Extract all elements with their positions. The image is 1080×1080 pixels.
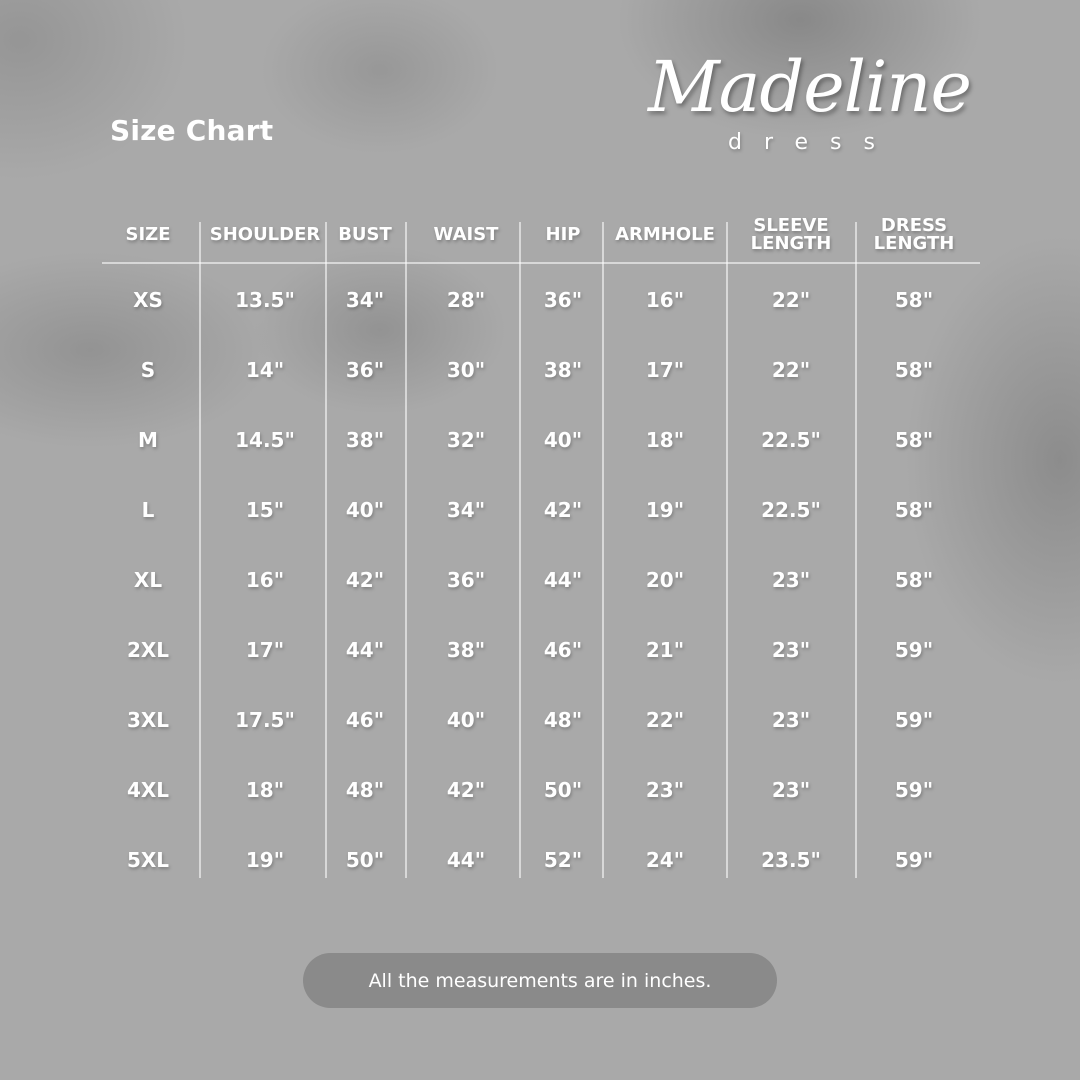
cell-armhole: 16"	[645, 288, 685, 312]
cell-shoulder: 16"	[245, 568, 285, 592]
cell-waist: 34"	[446, 498, 486, 522]
header-divider	[102, 262, 980, 264]
cell-armhole: 19"	[645, 498, 685, 522]
cell-sleeve-length: 22"	[771, 288, 811, 312]
cell-waist: 30"	[446, 358, 486, 382]
cell-dress-length: 59"	[894, 848, 934, 872]
cell-armhole: 20"	[645, 568, 685, 592]
cell-armhole: 17"	[645, 358, 685, 382]
size-label: S	[140, 358, 156, 382]
size-table	[102, 208, 980, 880]
cell-bust: 36"	[345, 358, 385, 382]
header-waist: WAIST	[433, 224, 499, 245]
cell-dress-length: 58"	[894, 288, 934, 312]
cell-bust: 46"	[345, 708, 385, 732]
column-divider	[726, 222, 728, 878]
column-divider	[199, 222, 201, 878]
cell-sleeve-length: 23"	[771, 778, 811, 802]
cell-dress-length: 58"	[894, 358, 934, 382]
cell-hip: 52"	[543, 848, 583, 872]
page-title: Size Chart	[110, 114, 274, 147]
cell-bust: 38"	[345, 428, 385, 452]
header-shoulder: SHOULDER	[209, 224, 321, 245]
size-label: 4XL	[126, 778, 170, 802]
header-hip: HIP	[545, 224, 581, 245]
cell-hip: 42"	[543, 498, 583, 522]
cell-waist: 42"	[446, 778, 486, 802]
size-label: XL	[133, 568, 163, 592]
cell-hip: 38"	[543, 358, 583, 382]
header-size: SIZE	[125, 224, 171, 245]
header-sleeve-length: SLEEVE LENGTH	[750, 215, 832, 254]
cell-shoulder: 18"	[245, 778, 285, 802]
cell-sleeve-length: 23.5"	[761, 848, 821, 872]
cell-waist: 44"	[446, 848, 486, 872]
cell-dress-length: 59"	[894, 778, 934, 802]
cell-dress-length: 58"	[894, 568, 934, 592]
cell-sleeve-length: 22.5"	[761, 428, 821, 452]
header-bust: BUST	[338, 224, 392, 245]
cell-armhole: 21"	[645, 638, 685, 662]
cell-hip: 40"	[543, 428, 583, 452]
size-label: XS	[133, 288, 163, 312]
cell-bust: 34"	[345, 288, 385, 312]
cell-dress-length: 59"	[894, 708, 934, 732]
size-label: 5XL	[126, 848, 170, 872]
cell-shoulder: 14"	[245, 358, 285, 382]
cell-sleeve-length: 23"	[771, 708, 811, 732]
header-armhole: ARMHOLE	[615, 224, 715, 245]
cell-waist: 38"	[446, 638, 486, 662]
brand-name: Madeline	[648, 46, 971, 128]
cell-sleeve-length: 23"	[771, 638, 811, 662]
cell-shoulder: 19"	[245, 848, 285, 872]
size-label: 3XL	[126, 708, 170, 732]
cell-bust: 40"	[345, 498, 385, 522]
header-dress-length: DRESS LENGTH	[873, 215, 955, 254]
size-label: L	[141, 498, 155, 522]
cell-armhole: 22"	[645, 708, 685, 732]
cell-shoulder: 15"	[245, 498, 285, 522]
cell-waist: 40"	[446, 708, 486, 732]
cell-shoulder: 17"	[245, 638, 285, 662]
cell-sleeve-length: 22.5"	[761, 498, 821, 522]
cell-dress-length: 58"	[894, 498, 934, 522]
measurement-note: All the measurements are in inches.	[303, 953, 777, 1008]
cell-hip: 46"	[543, 638, 583, 662]
size-label: 2XL	[126, 638, 170, 662]
cell-shoulder: 14.5"	[235, 428, 295, 452]
cell-armhole: 23"	[645, 778, 685, 802]
size-label: M	[138, 428, 158, 452]
column-divider	[405, 222, 407, 878]
cell-waist: 36"	[446, 568, 486, 592]
cell-armhole: 24"	[645, 848, 685, 872]
cell-hip: 44"	[543, 568, 583, 592]
cell-sleeve-length: 23"	[771, 568, 811, 592]
brand-logo	[640, 46, 980, 166]
cell-bust: 48"	[345, 778, 385, 802]
cell-dress-length: 59"	[894, 638, 934, 662]
cell-sleeve-length: 22"	[771, 358, 811, 382]
cell-bust: 42"	[345, 568, 385, 592]
cell-bust: 44"	[345, 638, 385, 662]
cell-shoulder: 17.5"	[235, 708, 295, 732]
cell-dress-length: 58"	[894, 428, 934, 452]
cell-armhole: 18"	[645, 428, 685, 452]
cell-hip: 50"	[543, 778, 583, 802]
cell-waist: 28"	[446, 288, 486, 312]
cell-hip: 48"	[543, 708, 583, 732]
cell-shoulder: 13.5"	[235, 288, 295, 312]
cell-hip: 36"	[543, 288, 583, 312]
cell-waist: 32"	[446, 428, 486, 452]
cell-bust: 50"	[345, 848, 385, 872]
brand-subtitle: dress	[728, 130, 897, 155]
